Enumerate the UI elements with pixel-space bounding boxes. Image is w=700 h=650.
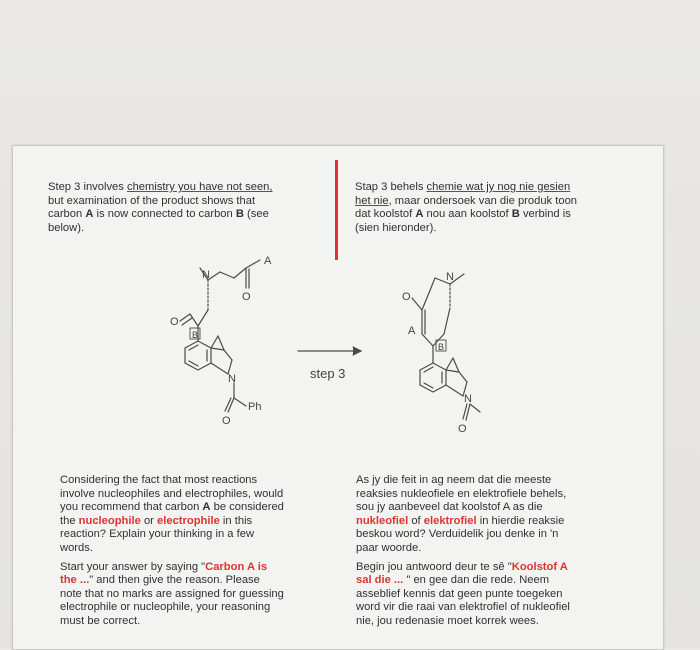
question-afrikaans xyxy=(356,474,646,629)
question-en-text: you recommend that carbon xyxy=(60,501,203,514)
intro-en-text: carbon xyxy=(48,208,86,221)
carbon-b-label: B xyxy=(511,208,520,221)
reaction-scheme xyxy=(150,248,530,438)
intro-af-underlined: het nie xyxy=(355,194,389,207)
question-af-line: sou jy aanbeveel dat koolstof A as die xyxy=(356,501,543,514)
intro-af-text: nou aan koolstof xyxy=(423,208,512,221)
instruction-en-line: note that no marks are assigned for guessing xyxy=(60,587,284,600)
intro-af-text: verbind is xyxy=(519,208,571,221)
intro-af-text: Stap 3 behels xyxy=(355,181,427,193)
reactant-ketone-o-atom: O xyxy=(170,316,179,328)
product-a-label: A xyxy=(408,325,416,337)
reactant-amide-o-atom: O xyxy=(222,415,231,427)
carbon-b-label: B xyxy=(235,208,244,221)
intro-en-text: is now connected to carbon xyxy=(93,208,236,221)
question-english xyxy=(60,474,328,629)
language-divider xyxy=(335,160,338,260)
nucleophile-term: nucleophile xyxy=(78,514,141,527)
instruction-en-line: must be correct. xyxy=(60,614,141,627)
reactant-n-atom: N xyxy=(202,269,210,281)
instruction-en-text: Start your answer by saying " xyxy=(60,560,206,573)
reactant-ester-o-atom: O xyxy=(242,291,251,303)
reactant-ring-n-atom: N xyxy=(228,373,236,385)
carbon-a-label: A xyxy=(202,501,211,514)
question-af-text: in hierdie reaksie xyxy=(476,514,565,527)
product-n-atom: N xyxy=(446,271,454,283)
elektrofiel-term: elektrofiel xyxy=(423,514,477,527)
answer-starter-en: the ... xyxy=(60,574,90,587)
intro-en-line2: but examination of the product shows that xyxy=(48,194,256,207)
intro-af-text: , maar ondersoek van die produk toon xyxy=(388,194,578,207)
instruction-af-line: word vir die raai van elektrofiel of nukleofiel xyxy=(356,601,570,614)
product-b-label: B xyxy=(438,342,445,352)
nukleofiel-term: nukleofiel xyxy=(356,514,409,527)
instruction-en-line: electrophile or nucleophile, your reasoning xyxy=(60,601,271,614)
instruction-af-line: nie, jou redenasie moet korrek wees. xyxy=(356,614,539,627)
instruction-af-line: asseblief kennis dat geen punte toegeken xyxy=(356,587,563,600)
question-af-line: paar woorde. xyxy=(356,541,422,554)
question-en-text: or xyxy=(140,514,158,527)
answer-starter-af: Koolstof A xyxy=(511,560,568,573)
question-en-line: reaction? Explain your thinking in a few xyxy=(60,528,255,541)
question-en-line: words. xyxy=(60,541,93,554)
intro-en-text: (see xyxy=(243,208,269,221)
intro-english xyxy=(48,181,328,235)
intro-af-line4: (sien hieronder). xyxy=(355,221,437,234)
question-af-text: of xyxy=(408,514,424,527)
question-en-text: in this xyxy=(219,514,253,527)
intro-af-underlined: chemie wat jy nog nie gesien xyxy=(426,181,571,193)
question-af-line: beskou word? Verduidelik jou denke in 'n xyxy=(356,528,559,541)
product-ring-n-atom: N xyxy=(464,393,472,405)
reactant-b-label: B xyxy=(192,330,199,340)
instruction-af-text: " en gee dan die rede. Neem xyxy=(403,574,550,587)
product-o-atom: O xyxy=(402,291,411,303)
product-amide-o-atom: O xyxy=(458,423,467,435)
question-en-text: be considered xyxy=(210,501,284,514)
intro-afrikaans xyxy=(355,181,645,235)
intro-af-text: dat koolstof xyxy=(355,208,416,221)
intro-en-line4: below). xyxy=(48,221,85,234)
carbon-a-label: A xyxy=(85,208,94,221)
question-en-line: involve nucleophiles and electrophiles, would xyxy=(60,487,284,500)
question-en-line: Considering the fact that most reactions xyxy=(60,474,258,486)
question-af-line: reaksies nukleofiele en elektrofiele behels, xyxy=(356,487,567,500)
intro-en-underlined: chemistry you have not seen, xyxy=(126,181,273,193)
question-af-line: As jy die feit in ag neem dat die meeste xyxy=(356,474,552,486)
instruction-af-text: Begin jou antwoord deur te sê " xyxy=(356,560,512,573)
electrophile-term: electrophile xyxy=(157,514,220,527)
reactant-ph-group: Ph xyxy=(248,401,262,413)
reactant-a-label: A xyxy=(264,255,272,267)
carbon-a-label: A xyxy=(415,208,424,221)
intro-en-text: Step 3 involves xyxy=(48,181,127,193)
instruction-en-text: " and then give the reason. Please xyxy=(89,574,260,587)
step-3-label: step 3 xyxy=(310,366,346,381)
question-en-text: the xyxy=(60,514,79,527)
answer-starter-af: sal die ... xyxy=(356,574,404,587)
answer-starter-en: Carbon A is xyxy=(205,560,268,573)
